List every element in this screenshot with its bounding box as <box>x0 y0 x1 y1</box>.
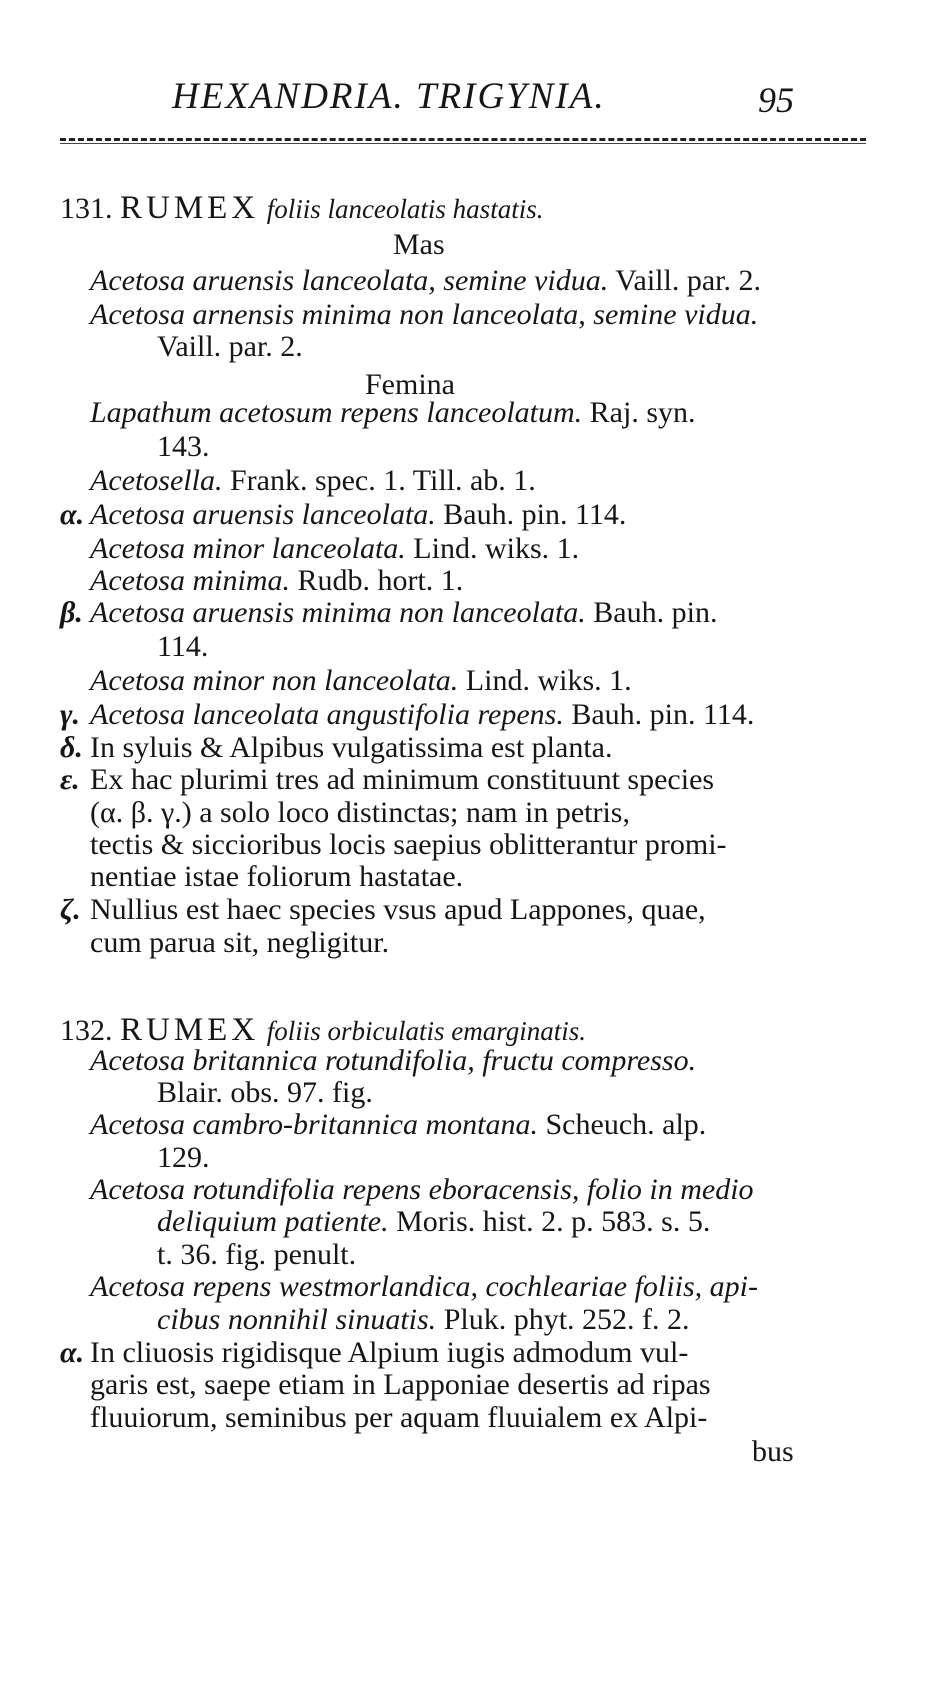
roman-text: (α. β. γ.) a solo loco distinctas; nam in petris, <box>90 796 630 829</box>
text-line <box>60 763 715 796</box>
roman-text: In syluis & Alpibus vulgatissima est planta. <box>90 731 613 764</box>
text-line <box>157 332 303 362</box>
text-line <box>90 1272 758 1302</box>
italic-text: Acetosa arnensis minima non lanceolata, semine vidua. <box>90 298 759 331</box>
text-line <box>157 1143 210 1173</box>
roman-text: Moris. hist. 2. p. 583. s. 5. <box>388 1205 711 1238</box>
italic-text: Acetosa minor lanceolata. <box>90 532 406 565</box>
italic-text: Acetosa minima. <box>90 564 290 597</box>
roman-text: nentiae istae foliorum hastatae. <box>90 860 464 893</box>
roman-text: 129. <box>157 1141 210 1174</box>
text-line <box>90 862 463 892</box>
text-line <box>60 596 718 629</box>
section-label-mas: Mas <box>393 228 445 261</box>
variety-marker: α. <box>60 1336 85 1369</box>
roman-text: Pluk. phyt. 252. f. 2. <box>436 1303 690 1336</box>
variety-marker: ζ. <box>60 893 81 926</box>
text-line <box>157 1240 356 1270</box>
roman-text: Rudb. hort. 1. <box>289 564 464 597</box>
genus-name: RUMEX <box>120 1012 260 1048</box>
text-line <box>90 466 536 496</box>
text-line <box>90 666 632 696</box>
variety-marker: α. <box>60 498 85 531</box>
roman-text: 114. <box>157 630 209 663</box>
running-header: HEXANDRIA. TRIGYNIA. <box>172 76 606 117</box>
entry-number: 131. <box>60 192 113 225</box>
text-line <box>60 498 627 531</box>
italic-text: Acetosa cambro-britannica montana. <box>90 1108 538 1141</box>
italic-text: Acetosa repens westmorlandica, cochleariae foliis, api- <box>90 1270 758 1303</box>
roman-text: Scheuch. alp. <box>538 1108 707 1141</box>
text-line <box>90 266 761 296</box>
entry-number: 132. <box>60 1014 113 1047</box>
roman-text: 143. <box>157 430 210 463</box>
text-line <box>90 398 696 428</box>
roman-text: Bauh. pin. 114. <box>435 498 627 531</box>
roman-text: garis est, saepe etiam in Lapponiae desertis ad ripas <box>90 1368 711 1401</box>
roman-text: Blair. obs. 97. fig. <box>157 1076 373 1109</box>
text-line <box>157 632 208 662</box>
roman-text: Vaill. par. 2. <box>608 264 762 297</box>
italic-text: Acetosa minor non lanceolata. <box>90 664 459 697</box>
text-line <box>157 1207 710 1237</box>
variety-marker: ε. <box>60 763 80 796</box>
roman-text: Ex hac plurimi tres ad minimum constituunt species <box>90 763 715 796</box>
entry-132-heading <box>60 1014 586 1047</box>
text-line <box>60 893 706 926</box>
text-line <box>157 1078 373 1108</box>
entry-131-heading <box>60 192 543 225</box>
italic-text: Lapathum acetosum repens lanceolatum. <box>90 396 583 429</box>
diagnosis: foliis lanceolatis hastatis. <box>266 194 544 224</box>
section-label-femina: Femina <box>365 368 455 401</box>
roman-text: Raj. syn. <box>582 396 696 429</box>
roman-text: Frank. spec. 1. Till. ab. 1. <box>222 464 536 497</box>
italic-text: Acetosa aruensis lanceolata, semine vidua. <box>90 264 609 297</box>
text-line <box>90 1175 754 1205</box>
diagnosis: foliis orbiculatis emarginatis. <box>266 1016 586 1046</box>
variety-marker: γ. <box>60 698 80 731</box>
text-line <box>90 798 630 828</box>
text-line <box>752 1437 794 1467</box>
text-line <box>157 1305 690 1335</box>
roman-text: Bauh. pin. <box>585 596 718 629</box>
genus-name: RUMEX <box>120 190 260 226</box>
roman-text: Vaill. par. 2. <box>157 330 303 363</box>
roman-text: bus <box>752 1435 794 1468</box>
text-line <box>90 928 389 958</box>
roman-text: cum parua sit, negligitur. <box>90 926 390 959</box>
roman-text: In cliuosis rigidisque Alpium iugis admodum vul- <box>90 1336 689 1369</box>
text-line <box>90 1110 706 1140</box>
italic-text: deliquium patiente. <box>157 1205 389 1238</box>
text-line <box>90 566 463 596</box>
text-line <box>60 731 613 764</box>
text-line <box>90 300 758 330</box>
roman-text: tectis & siccioribus locis saepius oblitterantur promi- <box>90 828 727 861</box>
roman-text: t. 36. fig. penult. <box>157 1238 357 1271</box>
roman-text: Nullius est haec species vsus apud Lappones, quae, <box>90 893 706 926</box>
roman-text: Lind. wiks. 1. <box>458 664 632 697</box>
roman-text: fluuiorum, seminibus per aquam fluuialem ex Alpi- <box>90 1401 708 1434</box>
text-line <box>90 1046 696 1076</box>
italic-text: cibus nonnihil sinuatis. <box>157 1303 437 1336</box>
text-line <box>90 830 727 860</box>
roman-text: Lind. wiks. 1. <box>405 532 580 565</box>
italic-text: Acetosa rotundifolia repens eboracensis, folio in medio <box>90 1173 754 1206</box>
page-number: 95 <box>758 80 794 120</box>
text-line <box>90 1370 711 1400</box>
variety-marker: β. <box>60 596 83 629</box>
text-line <box>90 1403 707 1433</box>
variety-marker: δ. <box>60 731 83 764</box>
italic-text: Acetosa aruensis minima non lanceolata. <box>90 596 586 629</box>
italic-text: Acetosa britannica rotundifolia, fructu compresso. <box>90 1044 697 1077</box>
text-line <box>60 698 755 731</box>
header-rule-thin <box>60 143 866 144</box>
italic-text: Acetosella. <box>90 464 223 497</box>
text-line <box>157 432 210 462</box>
header-rule <box>60 138 866 141</box>
italic-text: Acetosa lanceolata angustifolia repens. <box>90 698 564 731</box>
roman-text: Bauh. pin. 114. <box>563 698 755 731</box>
text-line <box>90 534 579 564</box>
italic-text: Acetosa aruensis lanceolata. <box>90 498 436 531</box>
text-line <box>60 1336 689 1369</box>
